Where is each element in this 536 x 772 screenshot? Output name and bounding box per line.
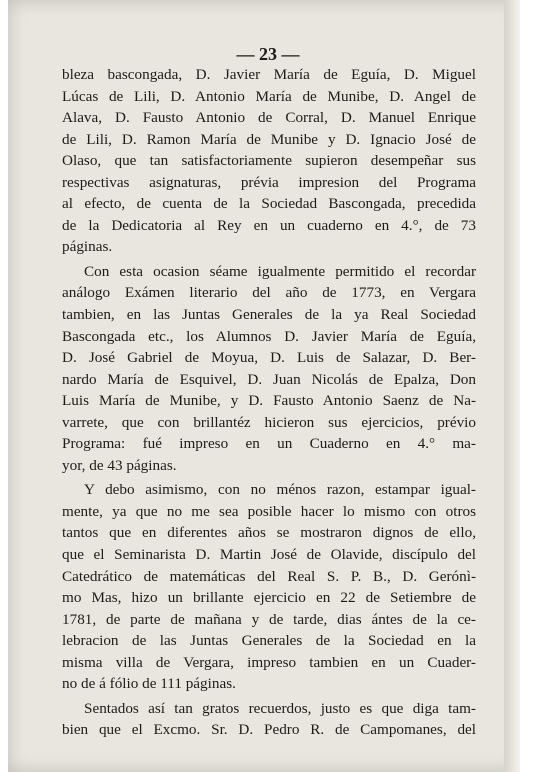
text-line: varrete, que con brillantéz hicieron sus ejercicios, prévio (62, 413, 476, 431)
text-line: D. José Gabriel de Moyua, D. Luis de Salazar, D. Ber- (62, 349, 476, 367)
text-line: Sentados así tan gratos recuerdos, justo es que diga tam- (84, 699, 476, 717)
text-line: Lúcas de Lili, D. Antonio María de Munibe, D. Angel de (62, 87, 476, 105)
paragraph (62, 64, 476, 258)
text-line: al efecto, de cuenta de la Sociedad Bascongada, precedida (62, 195, 476, 213)
paragraph (62, 261, 476, 476)
text-line: mo Mas, hizo un brillante ejercicio en 22 de Setiembre de (62, 589, 476, 607)
text-line: bleza bascongada, D. Javier María de Eguía, D. Miguel (62, 66, 476, 83)
text-line: mente, ya que no me sea posible hacer lo mismo con otros (62, 502, 476, 520)
paragraph (62, 698, 476, 741)
page-number: — 23 — (236, 44, 300, 64)
text-line: Bascongada etc., los Alumnos D. Javier María de Eguía, (62, 327, 476, 345)
text-line: Alava, D. Fausto Antonio de Corral, D. Manuel Enrique (62, 109, 476, 127)
text-line: nardo María de Esquivel, D. Juan Nicolás de Epalza, Don (62, 370, 476, 388)
text-line: tambien, en las Juntas Generales de la ya Real Sociedad (62, 306, 476, 324)
text-line: análogo Exámen literario del año de 1773, en Vergara (62, 284, 476, 302)
text-line: Catedrático de matemáticas del Real S. P. B., D. Gerónì- (62, 567, 476, 585)
text-line: páginas. (62, 238, 113, 256)
text-line: de Lili, D. Ramon María de Munibe y D. Ignacio José de (62, 130, 476, 148)
text-line: 1781, de parte de mañana y de tarde, dias ántes de la ce- (62, 610, 476, 628)
text-line: Olaso, que tan satisfactoriamente supieron desempeñar sus (62, 152, 476, 170)
text-line: Programa: fué impreso en un Cuaderno en 4.° ma- (62, 435, 476, 453)
text-line: yor, de 43 páginas. (62, 456, 177, 474)
text-line: Luis María de Munibe, y D. Fausto Antonio Saenz de Na- (62, 392, 476, 410)
body-text (62, 64, 476, 741)
text-line: Con esta ocasion séame igualmente permitido el recordar (84, 262, 476, 280)
page-edge (504, 0, 520, 772)
text-line: tantos que en diferentes años se mostraron dignos de ello, (62, 524, 476, 542)
text-line: respectivas asignaturas, prévia impresion del Programa (62, 173, 476, 191)
text-line: bien que el Excmo. Sr. D. Pedro R. de Campomanes, del (62, 721, 476, 739)
text-line: misma villa de Vergara, impreso tambien en un Cuader- (62, 653, 476, 671)
text-line: de la Dedicatoria al Rey en un cuaderno en 4.°, de 73 (62, 216, 476, 234)
text-line: lebracion de las Juntas Generales de la Sociedad en la (62, 632, 476, 650)
text-line: que el Seminarista D. Martin José de Olavide, discípulo del (62, 546, 476, 564)
text-line: Y debo asimismo, con no ménos razon, estampar igual- (84, 481, 476, 499)
text-line: no de á fólio de 111 páginas. (62, 675, 236, 693)
paragraph (62, 479, 476, 694)
